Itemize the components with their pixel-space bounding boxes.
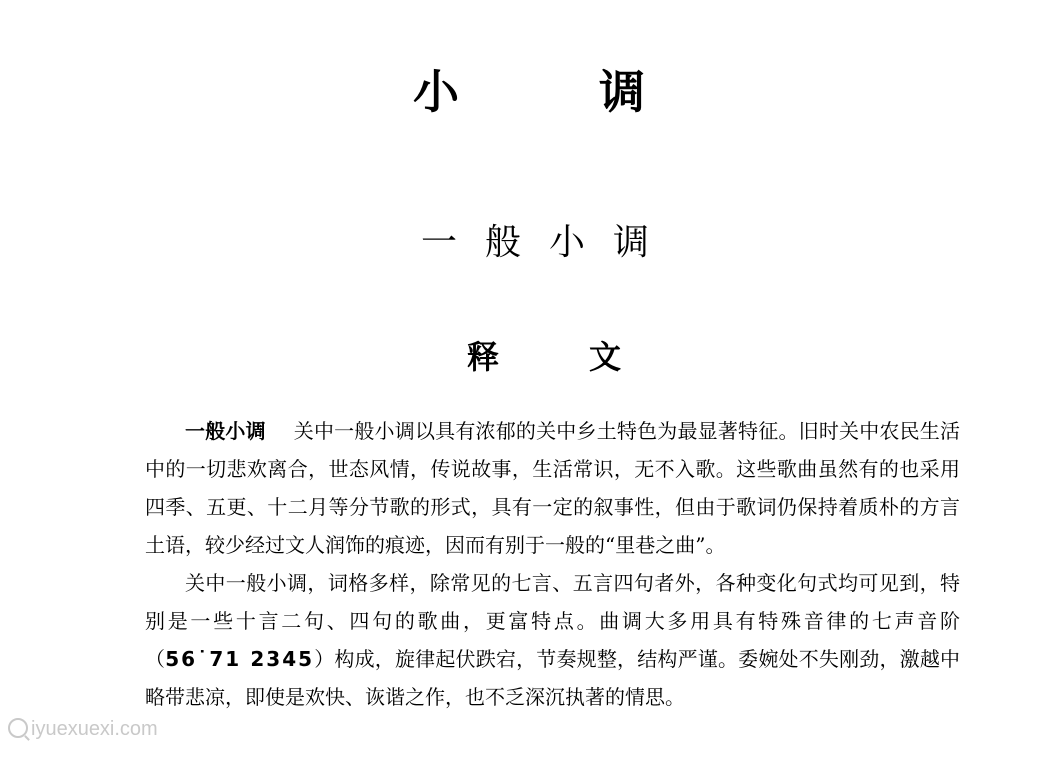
paragraph-1 xyxy=(145,412,960,564)
watermark-text: iyuexuexi.com xyxy=(31,718,158,740)
section-subtitle: 一般小调 xyxy=(420,222,677,263)
page-title xyxy=(0,62,1058,122)
explanation-heading-left: 释 xyxy=(466,338,499,376)
body-text xyxy=(145,412,960,716)
site-watermark xyxy=(8,717,228,741)
explanation-heading xyxy=(0,335,1058,379)
paragraph-2 xyxy=(145,564,960,716)
paragraph-2-after-notes: ）构成，旋律起伏跌宕，节奏规整，结构严谨。委婉处不失刚劲，激越中略带悲凉，即使是欢快、诙谐之作，也不乏深沉执著的情思。 xyxy=(145,647,961,709)
explanation-heading-right: 文 xyxy=(589,338,622,376)
paragraph-2-before-notes: 关中一般小调，词格多样，除常见的七言、五言四句者外，各种变化句式均可见到，特别是一些十言二句、四句的歌曲，更富特点。曲调大多用具有特殊音律的七声音阶（ xyxy=(145,571,960,671)
title-left-character: 小 xyxy=(413,65,459,119)
title-right-character: 调 xyxy=(599,65,645,119)
watermark-logo-icon xyxy=(8,718,28,738)
paragraph-1-term: 一般小调 xyxy=(185,419,266,443)
musical-scale-notes: 56˙71 2345 xyxy=(165,647,315,671)
paragraph-1-text: 关中一般小调以具有浓郁的关中乡土特色为最显著特征。旧时关中农民生活中的一切悲欢离合，世态风情，传说故事，生活常识，无不入歌。这些歌曲虽然有的也采用四季、五更、十二月等分节歌的形式，具有一定的叙事性，但由于歌词仍保持着质朴的方言土语，较少经过文人润饰的痕迹，因而有别于一般的“里巷之曲”。 xyxy=(145,419,961,557)
